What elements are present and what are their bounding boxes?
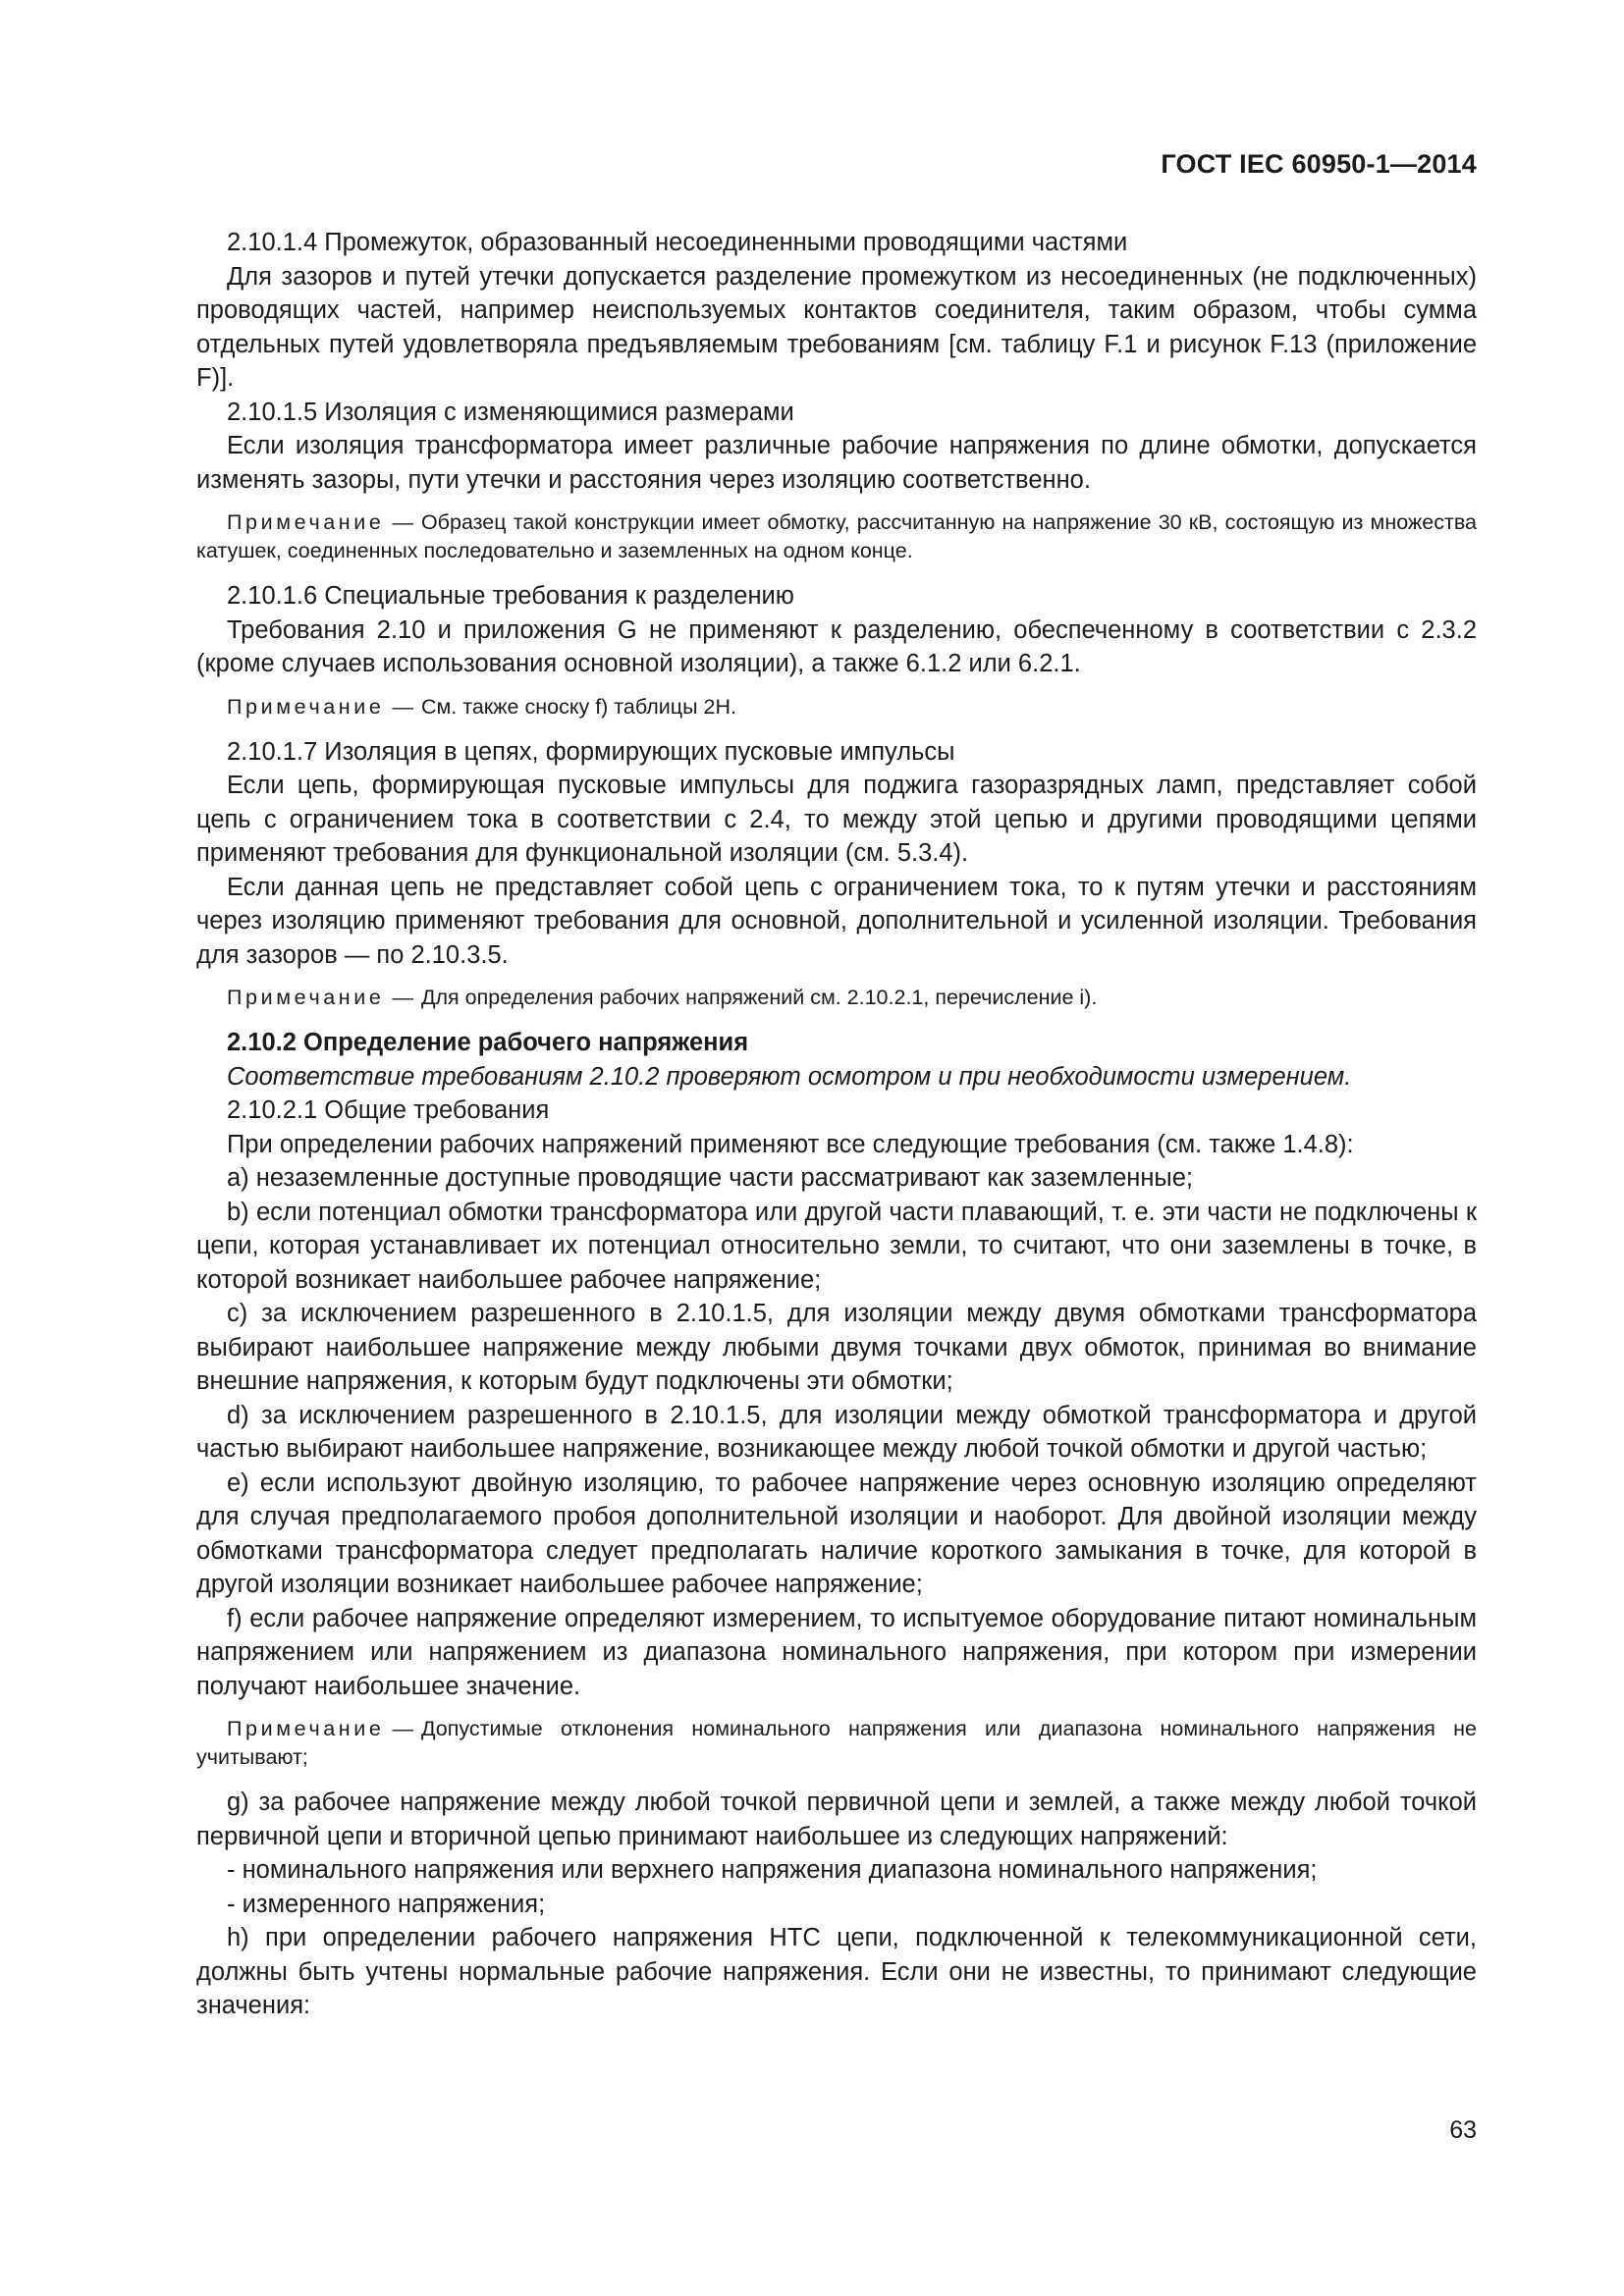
list-item-a: a) незаземленные доступные проводящие части рассматривают как заземленные; — [227, 1164, 1194, 1192]
paragraph: Для зазоров и путей утечки допускается разделение промежутком из несоединенных (не подключенных) проводящих частей, например неиспользуемых контактов соединителя, таким образом, чтобы сумма отдельных путей удовлетворяла предъявляемым требованиям [см. таблицу F.1 и рисунок F.13 (приложение F)]. — [196, 262, 1477, 392]
paragraph: Если изоляция трансформатора имеет различные рабочие напряжения по длине обмотки, допускается изменять зазоры, пути утечки и расстояния через изоляцию соответственно. — [196, 432, 1477, 494]
paragraph: Если цепь, формирующая пусковые импульсы для поджига газоразрядных ламп, представляет собой цепь с ограничением тока в соответствии с 2.4, то между этой цепью и другими проводящими цепями применяют требования для функциональной изоляции (см. 5.3.4). — [196, 772, 1477, 867]
note-label: Примечание — [227, 1717, 385, 1740]
clause-heading-2-10-1-6: 2.10.1.6 Специальные требования к разделению — [227, 582, 794, 610]
page-number: 63 — [1449, 2116, 1477, 2144]
note — [196, 1715, 1477, 1772]
note-dash: — — [392, 694, 413, 719]
clause-heading-2-10-1-5: 2.10.1.5 Изоляция с изменяющимися размерами — [227, 398, 794, 426]
note — [196, 984, 1477, 1012]
note-text: См. также сноску f) таблицы 2H. — [420, 694, 736, 719]
dash-list-item: - номинального напряжения или верхнего напряжения диапазона номинального напряжения; — [227, 1856, 1318, 1884]
note-dash: — — [392, 1717, 413, 1740]
paragraph: При определении рабочих напряжений применяют все следующие требования (см. также 1.4.8): — [227, 1130, 1354, 1158]
clause-heading-2-10-1-7: 2.10.1.7 Изоляция в цепях, формирующих пусковые импульсы — [227, 737, 955, 766]
list-item-f: f) если рабочее напряжение определяют измерением, то испытуемое оборудование питают номинальным напряжением или напряжением из диапазона номинального напряжения, при котором при измерении получают наибольшее значение. — [196, 1604, 1477, 1700]
note-label: Примечание — [227, 510, 385, 534]
note-text: Образец такой конструкции имеет обмотку, рассчитанную на напряжение 30 кВ, состоящую из множества катушек, соединенных последовательно и заземленных на одном конце. — [196, 510, 1477, 562]
paragraph: Требования 2.10 и приложения G не применяют к разделению, обеспеченному в соответствии с 2.3.2 (кроме случаев использования основной изоляции), а также 6.1.2 или 6.2.1. — [196, 615, 1477, 677]
note — [196, 693, 1477, 721]
section-heading-2-10-2: 2.10.2 Определение рабочего напряжения — [227, 1029, 749, 1056]
note-dash: — — [392, 986, 413, 1009]
clause-heading-2-10-2-1: 2.10.2.1 Общие требования — [227, 1096, 550, 1124]
compliance-statement: Соответствие требованиям 2.10.2 проверяют осмотром и при необходимости измерением. — [227, 1062, 1352, 1091]
document-standard-header: ГОСТ IEC 60950-1—2014 — [1161, 149, 1477, 179]
note-text: Допустимые отклонения номинального напряжения или диапазона номинального напряжения не учитывают; — [196, 1717, 1477, 1769]
dash-list-item: - измеренного напряжения; — [227, 1890, 546, 1918]
note-text: Для определения рабочих напряжений см. 2.10.2.1, перечисление i). — [420, 986, 1098, 1009]
paragraph: Если данная цепь не представляет собой цепь с ограничением тока, то к путям утечки и расстояниям через изоляцию применяют требования для основной, дополнительной и усиленной изоляции. Требования для зазоров — по 2.10.3.5. — [196, 873, 1477, 969]
list-item-h: h) при определении рабочего напряжения НТС цепи, подключенной к телекоммуникационной сети, должны быть учтены нормальные рабочие напряжения. Если они не известны, то принимают следующие значения: — [196, 1924, 1477, 2019]
list-item-d: d) за исключением разрешенного в 2.10.1.5, для изоляции между обмоткой трансформатора и другой частью выбирают наибольшее напряжение, возникающее между любой точкой обмотки и другой частью; — [196, 1401, 1477, 1463]
list-item-e: e) если используют двойную изоляцию, то рабочее напряжение через основную изоляцию определяют для случая предполагаемого пробоя дополнительной изоляции и наоборот. Для двойной изоляции между обмотками трансформатора следует предполагать наличие короткого замыкания в точке, для которой в другой изоляции возникает наибольшее рабочее напряжение; — [196, 1468, 1477, 1598]
page-body — [196, 226, 1477, 2023]
clause-heading-2-10-1-4: 2.10.1.4 Промежуток, образованный несоединенными проводящими частями — [227, 229, 1128, 256]
note-dash: — — [392, 510, 413, 534]
list-item-c: c) за исключением разрешенного в 2.10.1.5, для изоляции между двумя обмотками трансформатора выбирают наибольшее напряжение между любыми двумя точками двух обмоток, принимая во внимание внешние напряжения, к которым будут подключены эти обмотки; — [196, 1300, 1477, 1395]
note-label: Примечание — [227, 986, 385, 1009]
note-label: Примечание — [227, 694, 385, 719]
note — [196, 508, 1477, 565]
list-item-g: g) за рабочее напряжение между любой точкой первичной цепи и землей, а также между любой точкой первичной цепи и вторичной цепью принимают наибольшее из следующих напряжений: — [196, 1789, 1477, 1850]
list-item-b: b) если потенциал обмотки трансформатора или другой части плавающий, т. е. эти части не подключены к цепи, которая устанавливает их потенциал относительно земли, то считают, что они заземлены в точке, в которой возникает наибольшее рабочее напряжение; — [196, 1198, 1477, 1294]
